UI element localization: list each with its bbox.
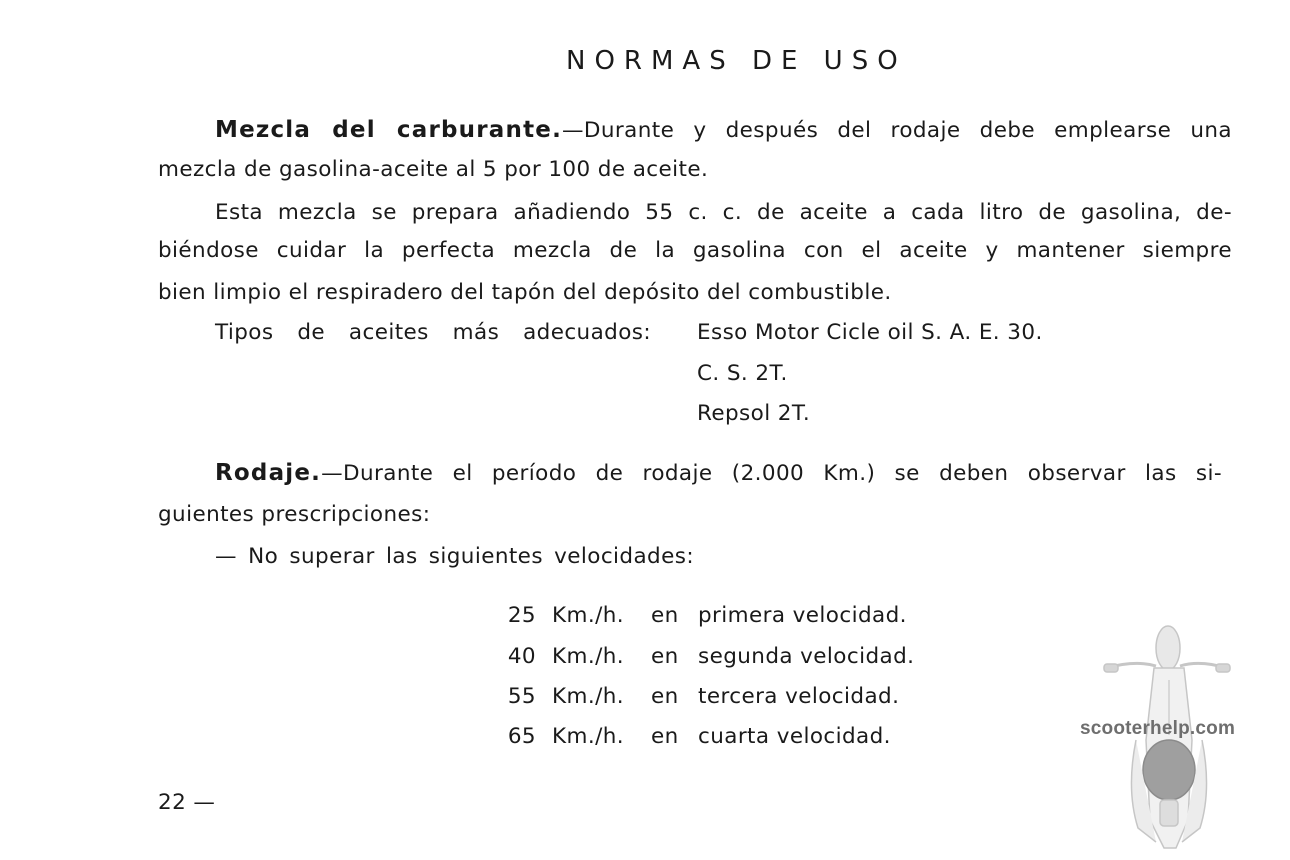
speed-en: en (651, 644, 679, 669)
speed-en: en (651, 603, 679, 628)
speed-value: 25 (507, 603, 536, 628)
speed-gear: segunda velocidad. (698, 644, 915, 669)
speed-gear: primera velocidad. (698, 603, 907, 628)
speed-gear: cuarta velocidad. (698, 724, 891, 749)
speed-unit: Km./h. (552, 603, 624, 628)
speed-gear: tercera velocidad. (698, 684, 900, 709)
oil-item: C. S. 2T. (697, 361, 788, 386)
oil-item: Repsol 2T. (697, 401, 811, 426)
fuel-paragraph-line-1 (215, 119, 1232, 142)
oil-item: Esso Motor Cicle oil S. A. E. 30. (697, 320, 1043, 345)
fuel-line-1-text: —Durante y después del rodaje debe emplearse una (562, 118, 1232, 143)
rodaje-paragraph-line-1 (215, 462, 1222, 485)
speed-en: en (651, 724, 679, 749)
rodaje-line-3: — No superar las siguientes velocidades: (215, 544, 694, 569)
fuel-heading: Mezcla del carburante. (215, 117, 563, 143)
speed-value: 55 (507, 684, 536, 709)
speed-value: 40 (507, 644, 536, 669)
fuel-line-3: Esta mezcla se prepara añadiendo 55 c. c. de aceite a cada litro de gasolina, de- (215, 200, 1232, 225)
fuel-line-4: biéndose cuidar la perfecta mezcla de la gasolina con el aceite y mantener siempre (158, 238, 1232, 263)
watermark-text: scooterhelp.com (1080, 718, 1236, 739)
rodaje-heading: Rodaje. (215, 460, 322, 486)
rodaje-line-1-text: —Durante el período de rodaje (2.000 Km.) se deben observar las si- (321, 461, 1222, 486)
speed-en: en (651, 684, 679, 709)
speed-value: 65 (507, 724, 536, 749)
page-title: NORMAS DE USO (566, 46, 907, 76)
speed-unit: Km./h. (552, 724, 624, 749)
speed-unit: Km./h. (552, 684, 624, 709)
speed-unit: Km./h. (552, 644, 624, 669)
page-number: 22 — (158, 790, 216, 815)
rodaje-line-2: guientes prescripciones: (158, 502, 431, 527)
watermark (1076, 620, 1276, 852)
fuel-line-2: mezcla de gasolina-aceite al 5 por 100 de aceite. (158, 157, 709, 182)
fuel-line-5: bien limpio el respiradero del tapón del depósito del combustible. (158, 280, 892, 305)
oils-label: Tipos de aceites más adecuados: (215, 320, 651, 345)
